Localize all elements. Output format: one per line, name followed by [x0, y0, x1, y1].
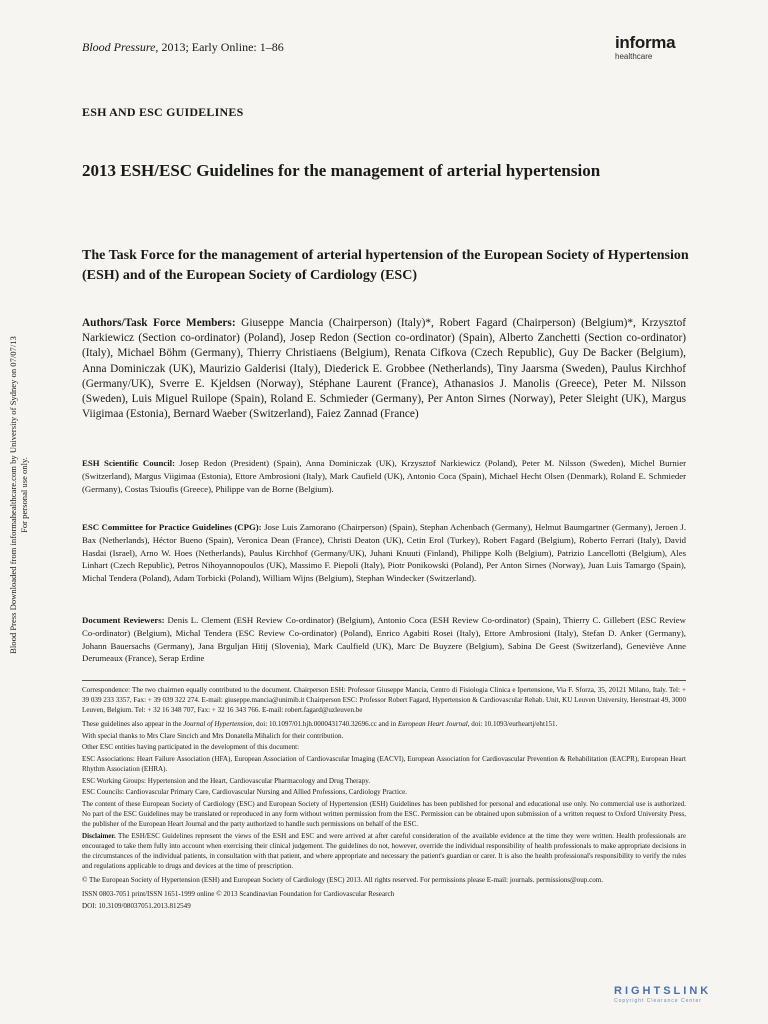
authors-block: [82, 316, 686, 422]
rightslink-sub: Copyright Clearance Center: [614, 998, 702, 1004]
logo-subtitle: healthcare: [615, 52, 653, 61]
journal-ref-ehj: European Heart Journal: [397, 720, 468, 729]
task-force-subtitle: The Task Force for the management of arterial hypertension of the European Society of Hypertension (ESH) and of the European Society of Cardiology (ESC): [82, 248, 689, 283]
content-note: The content of these European Society of Cardiology (ESC) and European Society of Hypertension (ESH) Guidelines has been published for personal and educational use only. No commercial use is authorized. No part of the ESC Guidelines may be translated or reproduced in any form without written permission from the ESC. Permission can be obtained upon submission of a written request to Oxford University Press, the publisher of the European Heart Journal and the party authorized to handle such permissions on behalf of the ESC.: [82, 799, 686, 829]
working-groups-note: ESC Working Groups: Hypertension and the Heart, Cardiovascular Pharmacology and Drug Therapy.: [82, 776, 371, 785]
disclaimer-text: The ESH/ESC Guidelines represent the views of the ESH and ESC and were arrived at after careful consideration of the available evidence at the time they were written. Health professionals are encouraged to take them fully into account when exercising their clinical judgement. The guidelines do not, however, override the individual responsibility of health professionals to make appropriate decisions in the circumstances of the individual patients, in consultation with that patient, and where appropriate and necessary the patient's guardian or carer. It is also the health professional's responsibility to verify the rules and regulations applicable to drugs and devices at the time of prescription.: [82, 831, 686, 870]
footnotes: [82, 685, 686, 912]
journal-citation: [82, 40, 284, 55]
also-appear-doi-2: , doi: 10.1093/eurheartj/eht151.: [467, 720, 558, 729]
councils-note: ESC Councils: Cardiovascular Primary Care, Cardiovascular Nursing and Allied Professions, Cardiology Practice.: [82, 788, 408, 797]
correspondence-note: Correspondence: The two chairmen equally contributed to the document. Chairperson ESH: Professor Giuseppe Mancia, Centro di Fisiologia Clinica e Ipertensione, Via F. Sforza, 35, 20121 Milano, Italy. Tel: + 39 039 233 3357, Fax: + 39 039 322 274. E-mail: giuseppe.mancia@unimib.it Chairperson ESC: Professor Robert Fagard, Hypertension & Cardiovascular Rehab. Unit, KU Leuven University, Herestraat 49, 3000 Leuven, Belgium. Tel: + 32 16 348 707, Fax: + 32 16 343 766. E-mail: robert.fagard@uzleuven.be: [82, 686, 686, 715]
disclaimer-note: [82, 831, 686, 871]
authors-list: Giuseppe Mancia (Chairperson) (Italy)*, Robert Fagard (Chairperson) (Belgium)*, Krzysztof Narkiewicz (Section co-ordinator) (Poland), Josep Redon (Section co-ordinator) (Spain), Alberto Zanchetti (Section co-ordinator) (Italy), Michael Böhm (Germany), Thierry Christiaens (Belgium), Renata Cifkova (Czech Republic), Guy De Backer (Belgium), Anna Dominiczak (UK), Maurizio Galderisi (Italy), Diederick E. Grobbee (Netherlands), Tiny Jaarsma (Sweden), Paulus Kirchhof (Germany/UK), Sverre E. Kjeldsen (Norway), Stéphane Laurent (France), Athanasios J. Manolis (Greece), Peter M. Nilsson (Sweden), Luis Miguel Ruilope (Spain), Roland E. Schmieder (Germany), Per Anton Sirnes (Norway), Peter Sleight (UK), Margus Viigimaa (Estonia), Bernard Waeber (Switzerland), Faiez Zannad (France): [82, 317, 686, 421]
reviewers-block: [82, 614, 686, 665]
authors-label: Authors/Task Force Members:: [82, 317, 236, 329]
esh-council-block: [82, 457, 686, 495]
copyright-note: © The European Society of Hypertension (ESH) and European Society of Cardiology (ESC) 2013. All rights reserved. For permissions please E-mail: journals. permissions@oup.com.: [82, 876, 604, 885]
esc-cpg-label: ESC Committee for Practice Guidelines (CPG):: [82, 522, 262, 532]
section-label: ESH AND ESC GUIDELINES: [82, 105, 244, 119]
disclaimer-label: Disclaimer.: [82, 831, 116, 840]
also-appear-doi-1: , doi: 10.1097/01.hjh.0000431740.32696.cc and in: [252, 720, 398, 729]
doi-line: DOI: 10.3109/08037051.2013.812549: [82, 901, 191, 910]
also-appear-text: These guidelines also appear in the: [82, 720, 184, 729]
journal-issue: 2013; Early Online: 1–86: [158, 40, 284, 54]
reviewers-label: Document Reviewers:: [82, 615, 165, 625]
watermark-line-1: Blood Press Downloaded from informahealthcare.com by University of Sydney on 07/07/13: [8, 336, 18, 654]
reviewers-list: Denis L. Clement (ESH Review Co-ordinator) (Belgium), Antonio Coca (ESH Review Co-ordinator) (Spain), Thierry C. Gillebert (ESC Review Co-ordinator) (Belgium), Michal Tendera (ESC Review Co-ordinator) (Poland), Enrico Agabiti Rosei (Italy), Ettore Ambrosioni (Italy), Stefan D. Anker (Germany), Johann Bauersachs (Germany), Jana Brguljan Hitij (Slovenia), Mark Caulfield (UK), Marc De Buyzere (Belgium), Sabina De Geest (Switzerland), Geneviève Anne Derumeaux (France), Serap Erdine: [82, 615, 686, 664]
paper-title: 2013 ESH/ESC Guidelines for the management of arterial hypertension: [82, 161, 601, 180]
other-entities-note: Other ESC entities having participated in the development of this document:: [82, 743, 300, 752]
esh-council-list: Josep Redon (President) (Spain), Anna Dominiczak (UK), Krzysztof Narkiewicz (Poland), Peter M. Nilsson (Sweden), Michel Burnier (Switzerland), Margus Viigimaa (Estonia), Ettore Ambrosioni (Italy), Mark Caufield (UK), Antonio Coca (Spain), Michael Hecht Olsen (Denmark), Roland E. Schmieder (Germany), Costas Tsioufis (Greece), Philippe van de Borne (Belgium).: [82, 458, 686, 494]
associations-note: ESC Associations: Heart Failure Association (HFA), European Association of Cardiovascular Imaging (EACVI), European Association for Cardiovascular Prevention & Rehabilitation (EACPR), European Heart Rhythm Association (EHRA).: [82, 755, 686, 774]
journal-name: Blood Pressure,: [82, 40, 159, 54]
issn-line: ISSN 0803-7051 print/ISSN 1651-1999 online © 2013 Scandinavian Foundation for Cardiovascular Research: [82, 890, 395, 899]
watermark-line-2: For personal use only.: [19, 457, 29, 533]
journal-ref-hypertension: Journal of Hypertension: [183, 720, 253, 729]
also-appear-note: [82, 719, 686, 729]
esc-cpg-list: Jose Luis Zamorano (Chairperson) (Spain), Stephan Achenbach (Germany), Helmut Baumgartner (Germany), Jeroen J. Bax (Netherlands), Héctor Bueno (Spain), Veronica Dean (France), Christi Deaton (UK), Cetin Erol (Turkey), Robert Fagard (Belgium), Roberto Ferrari (Italy), David Hasdai (Israel), Arno W. Hoes (Netherlands), Paulus Kirchhof (Germany/UK), Juhani Knuuti (Finland), Philippe Kolh (Belgium), Patrizio Lancellotti (Belgium), Ales Linhart (Czech Republic), Petros Nihoyannopoulos (UK), Massimo F. Piepoli (Italy), Piotr Ponikowski (Poland), Per Anton Sirnes (Norway), Juan Luis Tamargo (Spain), Michal Tendera (Poland), Adam Torbicki (Poland), William Wijns (Belgium), Stephan Windecker (Switzerland).: [82, 522, 687, 584]
logo-brand: informa: [615, 33, 676, 52]
rightslink-logo[interactable]: [614, 985, 754, 1004]
esc-cpg-block: [82, 521, 686, 585]
thanks-note: With special thanks to Mrs Clare Sincich and Mrs Donatella Mihalich for their contribution.: [82, 731, 344, 740]
esh-council-label: ESH Scientific Council:: [82, 458, 176, 468]
rightslink-label: RIGHTSLINK: [614, 985, 712, 997]
publisher-logo[interactable]: [615, 34, 705, 62]
footnote-divider: [82, 680, 686, 681]
